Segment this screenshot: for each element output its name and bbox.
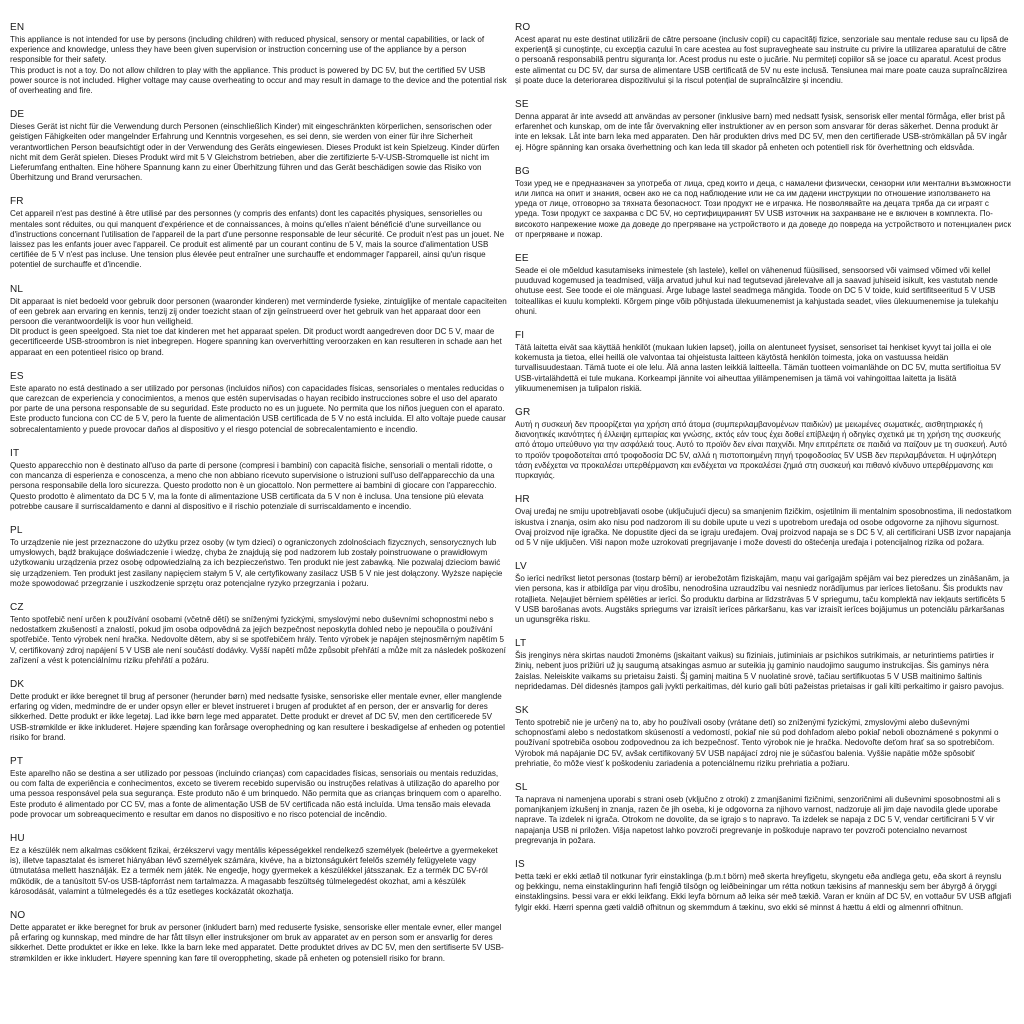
language-section-de	[10, 109, 507, 183]
warning-text	[10, 692, 507, 743]
language-code: EE	[515, 253, 529, 265]
warning-paragraph: Dette apparatet er ikke beregnet for bruk av personer (inkludert barn) med reduserte fysiske, sensoriske eller mentale evner, eller mangel på erfaring og kunnskap, med mindre de har fått tilsyn eller instruksjoner om bruk av apparatet av en person som er ansvarlig for deres sikkerhet. Dette produktet er ikke en leke. Ikke la barn leke med apparatet. Dette produktet drives av DC 5V, men den sertifiserte 5V USB-strømkilden er ikke inkludert. Høyere spenning kan føre til overoppheting, skade på enheten og potensiell risiko for brann.	[10, 922, 504, 963]
language-section-lt	[515, 638, 1012, 692]
warning-paragraph: Denna apparat är inte avsedd att användas av personer (inklusive barn) med nedsatt fysisk, sensorisk eller mental förmåga, eller brist på erfarenhet och kunskap, om de inte får övervakning eller instruktioner av en person som ansvarar för deras säkerhet. Denna produkt är inte en leksak. Låt inte barn leka med apparaten. Den här produkten drivs med DC 5V, men den certifierade USB-strömkällan på 5V ingår ej. Högre spänning kan orsaka överhettning och kan leda till skador på enheten och potentiell risk för överhettning och eldsvåda.	[515, 112, 1007, 152]
language-section-ro	[515, 22, 1012, 86]
language-section-se	[515, 99, 1012, 153]
language-section-it	[10, 448, 507, 512]
language-code: IT	[10, 447, 20, 459]
warning-text	[10, 209, 507, 270]
warning-paragraph: Seade ei ole mõeldud kasutamiseks inimestele (sh lastele), kellel on vähenenud füüsilised, sensoorsed või vaimsed võimed või kellel puuduvad kogemused ja teadmised, välja arvatud juhul kui nad tegutsevad järelevalve all ja saavad juhiseid isikult, kes vastutab nende ohutuse eest. See toode ei ole mänguasi. Ärge lubage lastel seadmega mängida. Toode on DC 5 V toide, kuid sertifitseeritud 5 V USB toiteallikas ei kuulu komplekti. Kõrgem pinge võib põhjustada ülekuumenemist ja kahjustada seadet, viies ülekuumenemise ja tulekahju ohuni.	[515, 266, 999, 316]
warning-text	[515, 718, 1012, 769]
warning-text	[515, 179, 1012, 240]
warning-text	[10, 923, 507, 964]
warning-paragraph: Αυτή η συσκευή δεν προορίζεται για χρήση από άτομα (συμπεριλαμβανομένων παιδιών) με μειωμένες σωματικές, αισθητηριακές ή διανοητικές ικανότητες ή έλλειψη εμπειρίας και γνώσης, εκτός εάν τους έχει δοθεί επίβλεψη ή οδηγίες σχετικά με τη χρήση της συσκευής από άτομο υπεύθυνο για την ασφάλειά τους. Αυτό το προϊόν δεν είναι παιχνίδι. Μην επιτρέπετε σε παιδιά να παίζουν με τη συσκευή. Αυτό το προϊόν τροφοδοτείται από τροφοδοσία DC 5V, αλλά η πιστοποιημένη πηγή τροφοδοσίας 5V USB δεν περιλαμβάνεται. Η υψηλότερη τάση ενδέχεται να προκαλέσει υπερθέρμανση και ενδέχεται να προκαλέσει ζημιά στη συσκευή και πιθανό κίνδυνο υπερθέρμανσης και πυρκαγιάς.	[515, 420, 1007, 481]
warning-paragraph: Ez a készülék nem alkalmas csökkent fizikai, érzékszervi vagy mentális képességekkel rendelkező személyek (beleértve a gyermekeket is), illetve tapasztalat és ismeret hiányában lévő személyek számára, kivéve, ha a biztonságukért felelős személy felügyelete vagy útmutatása mellett használják. Ez a termék nem játék. Ne engedje, hogy gyermekek a készülékkel játsszanak. Ez a termék DC 5V-ról működik, de a tanúsított 5V-os USB-tápforrást nem tartalmazza. A magasabb feszültség túlmelegedést okozhat, ami a készülék károsodását, valamint a túlmelegedés és a tűz esetleges kockázatát okozhatja.	[10, 845, 498, 896]
warning-text	[515, 795, 1012, 846]
language-section-pt	[10, 756, 507, 820]
right-column	[515, 22, 1012, 913]
language-code: DE	[10, 109, 25, 121]
language-code: IS	[515, 858, 525, 870]
language-section-lv	[515, 561, 1012, 625]
warning-text	[515, 420, 1012, 481]
language-section-is	[515, 859, 1012, 913]
language-code: HR	[515, 494, 530, 506]
language-section-gr	[515, 407, 1012, 481]
left-column	[10, 22, 507, 964]
warning-text	[515, 507, 1012, 548]
warning-paragraph: Questo apparecchio non è destinato all'uso da parte di persone (compresi i bambini) con capacità fisiche, sensoriali o mentali ridotte, o con mancanza di esperienza e conoscenza, a meno che non abbiano ricevuto supervisione o istruzioni sull'uso dell'apparecchio da una persona responsabile della loro sicurezza. Questo prodotto non è un giocattolo. Non permettere ai bambini di giocare con l'apparecchio. Questo prodotto è alimentato da DC 5 V, ma la fonte di alimentazione USB certificata da 5 V non è inclusa. Una tensione più elevata potrebbe causare il surriscaldamento e danni al dispositivo e il rischio potenziale di surriscaldamento e incendio.	[10, 460, 497, 511]
warning-text	[515, 574, 1012, 625]
warning-text	[10, 538, 507, 589]
warning-text	[515, 112, 1012, 153]
warning-paragraph: Acest aparat nu este destinat utilizării de către persoane (inclusiv copii) cu capacități fizice, senzoriale sau mentale reduse sau cu lipsă de experiență și cunoștințe, cu excepția cazului în care acestea au fost supravegheate sau instruite cu privire la utilizarea aparatului de către o persoană responsabilă pentru siguranța lor. Acest produs nu este o jucărie. Nu permiteți copiilor să se joace cu aparatul. Acest produs este alimentat cu DC 5V, dar sursa de alimentare USB certificată de 5V nu este inclusă. Tensiunea mai mare poate cauza supraîncălzirea și poate duce la deteriorarea dispozitivului și la riscul potențial de supraîncălzire și incendiu.	[515, 35, 1009, 85]
warning-paragraph: Този уред не е предназначен за употреба от лица, сред които и деца, с намалени физически, сензорни или ментални възможности или липса на опит и знания, освен ако не са под наблюдение или не са им дадени инструкции по отношение използването на уреда от лице, отговорно за тяхната безопасност. Този продукт не е играчка. Не позволявайте на децата тряба да си играят с уреда. Този продукт се захранва с DC 5V, но сертифицираният 5V USB източник на захранване не е включен в комплекта. По-високото напрежение може да доведе до прегряване на устройството и да доведе до повреда на устройството и потенциален риск от прегряване и пожар.	[515, 178, 1011, 239]
language-section-cz	[10, 602, 507, 666]
warning-text	[10, 384, 507, 435]
language-section-dk	[10, 679, 507, 743]
language-code: GR	[515, 407, 531, 419]
warning-text	[515, 343, 1012, 394]
warning-paragraph: Tätä laitetta eivät saa käyttää henkilöt (mukaan lukien lapset), joilla on alentuneet fyysiset, sensoriset tai henkiset kyvyt tai joilla ei ole kokemusta ja tietoa, ellei heillä ole valvontaa tai ohjeistusta laitteen käytöstä henkilön toimesta, joka on vastuussa heidän turvallisuudestaan. Tämä tuote ei ole lelu. Älä anna lasten leikkiä laitteella. Tämän tuotteen voimanlähde on DC 5V, mutta sertifioitua 5V USB-virtalähdettä ei tule mukana. Korkeampi jännite voi aiheuttaa ylilämpenemisen ja tämä voi vahingoittaa laitetta ja lisätä ylikuumenemisen ja tulipalon riskiä.	[515, 343, 1001, 393]
warning-paragraph: Dit product is geen speelgoed. Sta niet toe dat kinderen met het apparaat spelen. Dit product wordt aangedreven door DC 5 V, maar de gecertificeerde USB-stroombron is niet inbegrepen. Hogere spanning kan oververhitting veroorzaken en kan resulteren in schade aan het apparaat en een potentieel risico op brand.	[10, 327, 502, 357]
language-section-sk	[515, 705, 1012, 769]
language-code: NL	[10, 283, 24, 295]
language-code: SE	[515, 99, 529, 111]
warning-paragraph: Dette produkt er ikke beregnet til brug af personer (herunder børn) med nedsatte fysiske, sensoriske eller mentale evner, eller manglende erfaring og viden, medmindre de er under opsyn eller er blevet instrueret i brugen af produktet af en person, der er ansvarlig for deres sikkerhed. Dette produkt er ikke legetøj. Lad ikke børn lege med apparatet. Dette produkt er drevet af DC 5V, men den certificerede 5V USB-strømkilde er ikke inkluderet. Højere spænding kan forårsage overophedning og kan resultere i beskadigelse af enheden og potentiel risiko for brand.	[10, 691, 505, 742]
language-section-nl	[10, 284, 507, 358]
language-code: CZ	[10, 601, 24, 613]
language-code: DK	[10, 678, 25, 690]
language-code: ES	[10, 370, 24, 382]
language-section-en	[10, 22, 507, 96]
language-code: LV	[515, 561, 527, 573]
language-code: HU	[10, 832, 25, 844]
warning-paragraph: Este aparelho não se destina a ser utilizado por pessoas (incluindo crianças) com capacidades físicas, sensoriais ou mentais reduzidas, ou com falta de experiência e conhecimentos, exceto se tiverem recebido supervisão ou instruções relativas à utilização do aparelho por uma pessoa responsável pela sua segurança. Este produto não é um brinquedo. Não permita que as crianças brinquem com o aparelho. Este produto é alimentado por CC 5V, mas a fonte de alimentação USB de 5V certificada não está incluída. Uma tensão mais elevada pode provocar um sobreaquecimento e resultar em danos no dispositivo e no risco potencial de incêndio.	[10, 768, 502, 819]
language-code: SL	[515, 781, 528, 793]
language-section-es	[10, 371, 507, 435]
warning-paragraph: Este aparato no está destinado a ser utilizado por personas (incluidos niños) con capacidades físicas, sensoriales o mentales reducidas o que carezcan de experiencia y conocimientos, a menos que estén supervisadas o hayan recibido instrucciones sobre el uso del aparato por parte de una persona responsable de su seguridad. Este producto no es un juguete. No permita que los niños jueguen con el aparato. Este producto funciona con CC de 5 V, pero la fuente de alimentación USB certificada de 5 V no está incluida. El alto voltaje puede causar sobrecalentamiento y puede provocar daños al dispositivo y el riesgo potencial de sobrecalentamiento e incendio.	[10, 383, 506, 434]
warning-text	[10, 769, 507, 820]
warning-paragraph: Šo ierīci nedrīkst lietot personas (tostarp bērni) ar ierobežotām fiziskajām, maņu vai garīgajām spējām vai bez pieredzes un zināšanām, ja vien persona, kas ir atbildīga par viņu drošību, nenodrošina uzraudzību vai nesniedz norādījumus par ierīces lietošanu. Šis produkts nav rotaļlieta. Neļaujiet bērniem spēlēties ar ierīci. Šo produktu darbina ar līdzstrāvas 5 V spriegumu, taču komplektā nav iekļauts sertificēts 5 V USB barošanas avots. Augstāks spriegums var izraisīt ierīces pārkaršanu, kas var izraisīt ierīces bojājumus un potenciālu pārkaršanas un ugunsgrēka risku.	[515, 574, 1010, 624]
warning-paragraph: Tento spotřebič není určen k používání osobami (včetně dětí) se sníženými fyzickými, smyslovými nebo duševními schopnostmi nebo s nedostatkem zkušeností a znalostí, pokud jim osoba odpovědná za jejich bezpečnost neposkytla dohled nebo je nepoučila o používání spotřebiče. Tento výrobek není hračka. Nedovolte dětem, aby si se spotřebičem hrály. Tento výrobek je napájen stejnosměrným napětím 5 V, certifikovaný zdroj napájení 5 V USB ale není součástí dodávky. Vyšší napětí může způsobit přehřátí a může mít za následek poškození zařízení a vést k potenciálnímu riziku přehřátí a požáru.	[10, 614, 506, 665]
language-code: PT	[10, 755, 24, 767]
language-section-hr	[515, 494, 1012, 548]
language-code: SK	[515, 704, 529, 716]
warning-text	[515, 266, 1012, 317]
warning-paragraph: Dieses Gerät ist nicht für die Verwendung durch Personen (einschließlich Kinder) mit eingeschränkten körperlichen, sensorischen oder geistigen Fähigkeiten oder mangelnder Erfahrung und Kenntnis vorgesehen, es sei denn, sie werden von einer für ihre Sicherheit verantwortlichen Person beaufsichtigt oder in der Verwendung des Geräts eingewiesen. Dieses Produkt ist kein Spielzeug. Kinder dürfen nicht mit dem Gerät spielen. Dieses Produkt wird mit 5 V Gleichstrom betrieben, aber die zertifizierte 5-V-USB-Stromquelle ist nicht im Lieferumfang enthalten. Eine höhere Spannung kann zu einer Überhitzung führen und das Gerät beschädigen sowie das Risiko von Überhitzung und Brand verursachen.	[10, 122, 500, 183]
language-section-fi	[515, 330, 1012, 394]
language-code: FI	[515, 330, 525, 342]
warning-text	[10, 297, 507, 358]
language-code: RO	[515, 22, 531, 33]
language-code: EN	[10, 22, 25, 33]
warning-text	[10, 846, 507, 897]
language-section-sl	[515, 782, 1012, 846]
warning-text	[10, 461, 507, 512]
language-section-no	[10, 910, 507, 964]
warning-text	[515, 35, 1012, 86]
language-code: BG	[515, 165, 530, 177]
language-code: FR	[10, 196, 24, 208]
language-section-bg	[515, 166, 1012, 240]
language-section-hu	[10, 833, 507, 897]
language-section-fr	[10, 196, 507, 270]
warning-paragraph: Ovaj uređaj ne smiju upotrebljavati osobe (uključujući djecu) sa smanjenim fizičkim, osjetilnim ili mentalnim sposobnostima, ili nedostatkom iskustva i znanja, osim ako nisu pod nadzorom ili su dobile upute u vezi s upotrebom uređaja od osobe odgovorne za njihovu sigurnost. Ovaj proizvod nije igračka. Ne dopustite djeci da se igraju uređajem. Ovaj proizvod napaja se s DC 5 V, ali certificirani USB izvor napajanja od 5 V nije uključen. Viši napon može uzrokovati pregrijavanje i može dovesti do oštećenja uređaja i potencijalnog rizika od požara.	[515, 507, 1012, 547]
warning-paragraph: To urządzenie nie jest przeznaczone do użytku przez osoby (w tym dzieci) o ograniczonych zdolnościach fizycznych, sensorycznych lub umysłowych, bądź brakujące doświadczenie i wiedzę, chyba że znajdują się pod nadzorem lub zostały poinstruowane o prawidłowym użytkowaniu urządzenia przez osobę odpowiedzialną za ich bezpieczeństwo. Ten produkt nie jest zabawką. Nie pozwalaj dzieciom bawić się urządzeniem. Ten produkt jest zasilany napięciem stałym 5 V, ale certyfikowany zasilacz USB 5 V nie jest dołączony. Wyższe napięcie może spowodować przegrzanie i uszkodzenie sprzętu oraz potencjalne ryzyko przegrzania i pożaru.	[10, 537, 503, 588]
warning-text	[515, 872, 1012, 913]
warning-paragraph: Tento spotrebič nie je určený na to, aby ho používali osoby (vrátane detí) so zníženými fyzickými, zmyslovými alebo duševnými schopnosťami alebo s nedostatkom skúseností a vedomostí, pokiaľ nie sú pod dohľadom alebo pokiaľ neboli oboznámené s pokynmi o používaní spotrebiča osobou zodpovednou za ich bezpečnosť. Tento výrobok nie je hračka. Nedovoľte deťom hrať sa so spotrebičom. Výrobok má napájanie DC 5V, avšak certifikovaný 5V USB napájací zdroj nie je súčasťou balenia. Vyššie napätie môže spôsobiť prehriatie, čo môže viesť k poškodeniu zariadenia a potenciálnemu riziku prehriatia a požiaru.	[515, 717, 999, 768]
warning-text	[10, 122, 507, 183]
warning-paragraph: This appliance is not intended for use by persons (including children) with reduced physical, sensory or mental capabilities, or lack of experience and knowledge, unless they have been given supervision or instruction concerning use of the appliance by a person responsible for their safety.	[10, 35, 485, 65]
warning-text	[10, 615, 507, 666]
warning-text	[515, 651, 1012, 692]
warning-paragraph: Dit apparaat is niet bedoeld voor gebruik door personen (waaronder kinderen) met verminderde fysieke, zintuiglijke of mentale capaciteiten of een gebrek aan ervaring en kennis, tenzij zij onder toezicht staan of zijn geïnstrueerd over het gebruik van het apparaat door een persoon die verantwoordelijk is voor hun veiligheid.	[10, 296, 507, 327]
language-section-pl	[10, 525, 507, 589]
language-code: LT	[515, 638, 527, 650]
warning-paragraph: Ta naprava ni namenjena uporabi s strani oseb (vključno z otroki) z zmanjšanimi fizičnimi, senzoričnimi ali duševnimi sposobnostmi ali s pomanjkanjem izkušenj in znanja, razen če jih oseba, ki je odgovorna za njihovo varnost, nadzoruje ali jim daje navodila glede uporabe naprave. Ta izdelek ni igrača. Otrokom ne dovolite, da se igrajo s to napravo. Ta izdelek se napaja z DC 5 V, vendar certificirani 5 V vir napajanja USB ni priložen. Višja napetost lahko povzroči pregrevanje in poškoduje napravo ter povzroči potencialno nevarnost pregrevanja in požara.	[515, 794, 1001, 845]
warning-paragraph: This product is not a toy. Do not allow children to play with the appliance. This product is powered by DC 5V, but the certified 5V USB power source is not included. Higher voltage may cause overheating to occur and may result in damage to the device and the potential risk of overheating and fire.	[10, 65, 507, 96]
language-code: NO	[10, 909, 26, 921]
warning-paragraph: Cet appareil n'est pas destiné à être utilisé par des personnes (y compris des enfants) dont les capacités physiques, sensorielles ou mentales sont réduites, ou qui manquent d'expérience et de connaissances, à moins qu'elles n'aient bénéficié d'une surveillance ou d'instructions concernant l'utilisation de l'appareil de la part d'une personne responsable de leur sécurité. Ce produit n'est pas un jouet. Ne laissez pas les enfants jouer avec l'appareil. Ce produit est alimenté par un courant continu de 5 V, mais la source d'alimentation USB certifiée de 5 V n'est pas incluse. Une tension plus élevée peut entraîner une surchauffe et endommager l'appareil, ainsi qu'un risque potentiel de surchauffe et d'incendie.	[10, 209, 505, 270]
warning-text	[10, 35, 507, 96]
warning-paragraph: Šis įrenginys nėra skirtas naudoti žmonėms (įskaitant vaikus) su fiziniais, jutiminiais ar psichikos sutrikimais, ar neturintiems patirties ir žinių, nebent juos prižiūri už jų saugumą atsakingas asmuo ar suteikia jų gaminio naudojimo saugumo instrukcijas. Šis gaminys nėra žaislas. Neleiskite vaikams su prietaisu žaisti. Šį gaminį maitina 5 V nuolatinė srovė, tačiau sertifikuotas 5 V USB maitinimo šaltinis nepridedamas. Dėl didesnės įtampos gali įvykti perkaitimas, dėl kurio gali būti pažeistas prietaisas ir gali kilti perkaitimo ir gaisro pavojus.	[515, 651, 1004, 691]
language-section-ee	[515, 253, 1012, 317]
language-code: PL	[10, 524, 23, 536]
warning-paragraph: Þetta tæki er ekki ætlað til notkunar fyrir einstaklinga (þ.m.t börn) með skerta hreyfigetu, skyngetu eða andlega getu, eða skort á reynslu og þekkingu, nema einstaklingurinn hafi fengið tilsögn og leiðbeiningar um rétta notkun tækisins af manneskju sem ber ábyrgð á öryggi einstaklingsins. Þessi vara er ekki leikfang. Ekki leyfa börnum að leika sér með tækið. Varan er knúin af DC 5V, en vottaður 5V USB aflgjafi fylgir ekki. Hærri spenna gæti valdið ofhitnun og skemmdum á tækinu, svo ekki sé minnst á hættu á eldi og almennri ofhitnun.	[515, 871, 1012, 912]
